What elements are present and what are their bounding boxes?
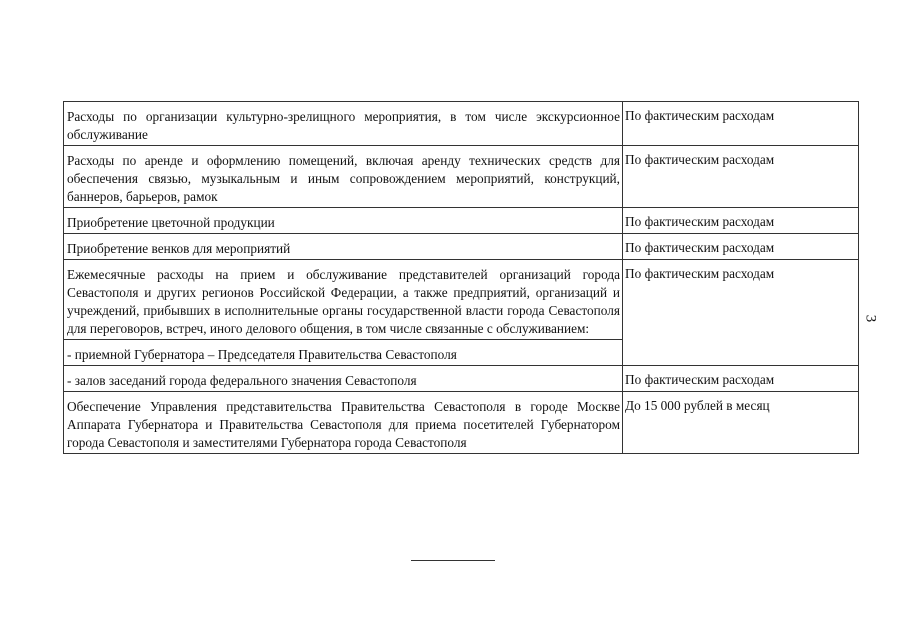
- page-number: 3: [862, 314, 879, 323]
- row-description: - залов заседаний города федерального значения Севастополя: [64, 366, 623, 392]
- row-description: Обеспечение Управления представительства Правительства Севастополя в городе Москве Аппарата Губернатора и Правительства Севастополя для приема посетителей Губернатором города Севастополя и заместителями Губернатора города Севастополя: [64, 392, 623, 454]
- row-description: - приемной Губернатора – Председателя Правительства Севастополя: [64, 340, 623, 366]
- row-norm: По фактическим расходам: [623, 366, 859, 392]
- row-norm: По фактическим расходам: [623, 146, 859, 208]
- row-norm: До 15 000 рублей в месяц: [623, 392, 859, 454]
- table-row: [64, 260, 859, 340]
- row-description: Расходы по аренде и оформлению помещений, включая аренду технических средств для обеспечения связью, музыкальным и иным сопровождением мероприятий, конструкций, баннеров, барьеров, рамок: [64, 146, 623, 208]
- row-description: Ежемесячные расходы на прием и обслуживание представителей организаций города Севастополя и других регионов Российской Федерации, а также предприятий, организаций и учреждений, прибывших в исполнительные органы государственной власти города Севастополя для переговоров, встреч, иного делового общения, в том числе связанные с обслуживанием:: [64, 260, 623, 340]
- end-divider: [411, 560, 495, 561]
- table-row: [64, 102, 859, 146]
- row-norm: По фактическим расходам: [623, 102, 859, 146]
- expenses-table: [63, 101, 859, 454]
- table-row: [64, 146, 859, 208]
- row-norm: По фактическим расходам: [623, 234, 859, 260]
- row-norm: По фактическим расходам: [623, 260, 859, 366]
- row-description: Приобретение цветочной продукции: [64, 208, 623, 234]
- table-row: [64, 234, 859, 260]
- row-norm: По фактическим расходам: [623, 208, 859, 234]
- row-description: Расходы по организации культурно-зрелищного мероприятия, в том числе экскурсионное обслуживание: [64, 102, 623, 146]
- table-row: [64, 392, 859, 454]
- table-row: [64, 208, 859, 234]
- row-description: Приобретение венков для мероприятий: [64, 234, 623, 260]
- table-row: [64, 366, 859, 392]
